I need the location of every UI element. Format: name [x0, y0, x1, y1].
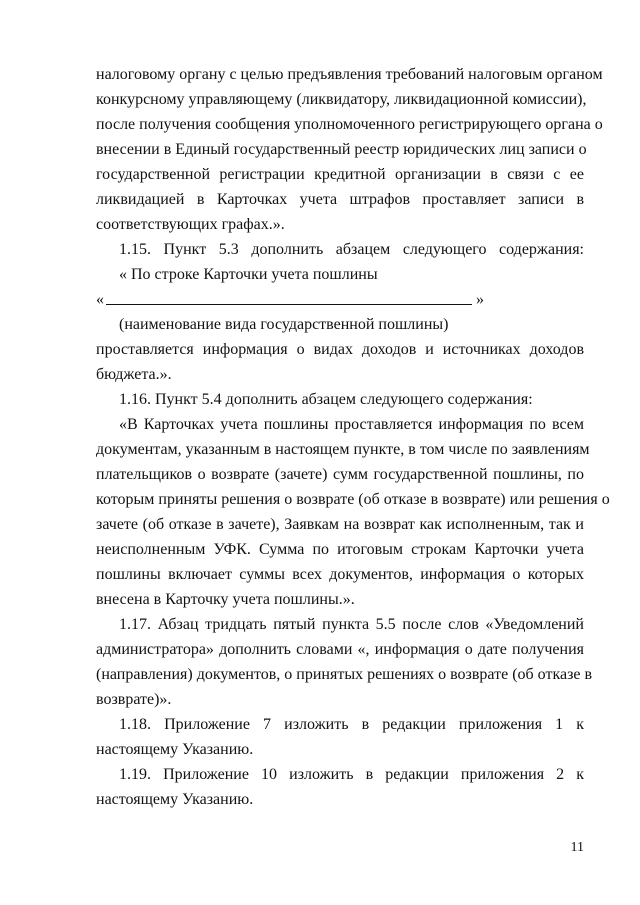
text-line: 1.18. Приложение 7 изложить в редакции приложения 1 к	[119, 716, 584, 733]
text-line: проставляется информация о видах доходов и источниках доходов	[96, 341, 584, 358]
text-line: зачете (об отказе в зачете), Заявкам на возврат как исполненным, так и	[96, 516, 584, 533]
text-line: конкурсному управляющему (ликвидатору, ликвидационной комиссии),	[96, 91, 587, 108]
text-line: настоящему Указанию.	[96, 791, 254, 808]
text-line: 1.15. Пункт 5.3 дополнить абзацем следующего содержания:	[119, 241, 584, 258]
text-line: 1.17. Абзац тридцать пятый пункта 5.5 после слов «Уведомлений	[119, 616, 584, 633]
text-line: плательщиков о возврате (зачете) сумм государственной пошлины, по	[96, 466, 584, 483]
text-line: после получения сообщения уполномоченного регистрирующего органа о	[96, 116, 603, 133]
fill-in-blank-line	[96, 291, 484, 309]
text-line: документам, указанным в настоящем пункте, в том числе по заявлениям	[96, 441, 590, 458]
text-line: ликвидацией в Карточках учета штрафов проставляет записи в	[96, 191, 584, 208]
text-line: которым приняты решения о возврате (об отказе в возврате) или решения о	[96, 491, 610, 508]
text-line: возврате)».	[96, 691, 172, 708]
text-line: 1.19. Приложение 10 изложить в редакции приложения 2 к	[119, 766, 584, 783]
text-line: «В Карточках учета пошлины проставляется информация по всем	[119, 416, 584, 433]
text-line: администратора» дополнить словами «, информация о дате получения	[96, 641, 584, 658]
text-line: налоговому органу с целью предъявления требований налоговым органом	[96, 66, 603, 83]
text-line: (направления) документов, о принятых решениях о возврате (об отказе в	[96, 666, 593, 683]
text-line: государственной регистрации кредитной организации в связи с ее	[96, 166, 584, 183]
text-line: неисполненным УФК. Сумма по итоговым строкам Карточки учета	[96, 541, 584, 558]
close-quote: »	[476, 291, 484, 308]
open-quote: «	[96, 291, 104, 308]
text-line: 1.16. Пункт 5.4 дополнить абзацем следующего содержания:	[119, 391, 533, 408]
text-line: пошлины включает суммы всех документов, информация о которых	[96, 566, 584, 583]
text-line: внесении в Единый государственный реестр юридических лиц записи о	[96, 141, 587, 158]
text-line: соответствующих графах.».	[96, 216, 285, 233]
text-line: бюджета.».	[96, 366, 172, 383]
page-number: 11	[570, 840, 584, 855]
text-line: внесена в Карточку учета пошлины.».	[96, 591, 355, 608]
text-line: « По строке Карточки учета пошлины	[119, 266, 378, 283]
caption-line: (наименование вида государственной пошлины)	[119, 316, 449, 333]
text-line: настоящему Указанию.	[96, 741, 254, 758]
blank-underline	[106, 304, 472, 305]
